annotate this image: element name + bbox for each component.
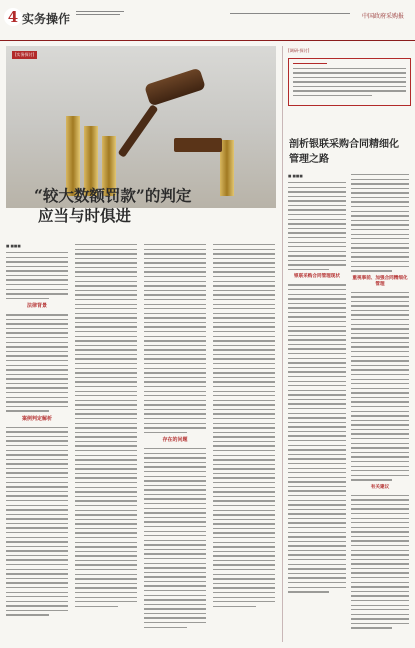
newspaper-logo: 中国政府采购报: [362, 13, 405, 20]
editor-note-box: [288, 58, 411, 106]
sidebar-article: [282, 46, 412, 642]
subhead-case-analysis: 案例判定解析: [21, 415, 52, 422]
gavel-icon: [144, 68, 206, 107]
subhead-refined-management: 重视事前、加强合同精细化管理: [352, 275, 408, 287]
sidebar-headline-1: 剖析银联采购合同精细化: [289, 139, 399, 150]
column-3: [144, 244, 206, 642]
column-1: [6, 244, 68, 642]
page-number: 4: [4, 8, 22, 26]
issue-meta: [76, 11, 124, 17]
subhead-existing-problems: 存在的问题: [162, 437, 188, 444]
column-4: [213, 244, 275, 642]
article-body: [6, 244, 276, 642]
main-article: [6, 46, 276, 642]
subhead-legal-background: 法律背景: [26, 303, 47, 310]
subhead-current-status: 银联采购合同管理现状: [294, 274, 340, 280]
sidebar-column-1: ■ ■■■ 银联采购合同管理现状: [288, 174, 346, 640]
section-tag: [实务探讨]: [12, 51, 37, 59]
section-title: 实务操作: [22, 12, 71, 26]
column-2: [75, 244, 137, 642]
subhead-suggestions: 有关建议: [370, 484, 390, 490]
article-headline: “较大数额罚款”的判定 应当与时俱进: [34, 186, 192, 225]
sidebar-headline-2: 管理之路: [289, 154, 329, 165]
byline: ■ ■■■: [6, 244, 21, 248]
sidebar-column-2: [351, 174, 409, 640]
contact-meta: [230, 13, 350, 17]
gavel-money-photo: [6, 46, 276, 208]
sidebar-body: [288, 174, 409, 640]
sidebar-tag: [调研·探讨]: [288, 48, 310, 53]
page-header: [0, 0, 415, 41]
